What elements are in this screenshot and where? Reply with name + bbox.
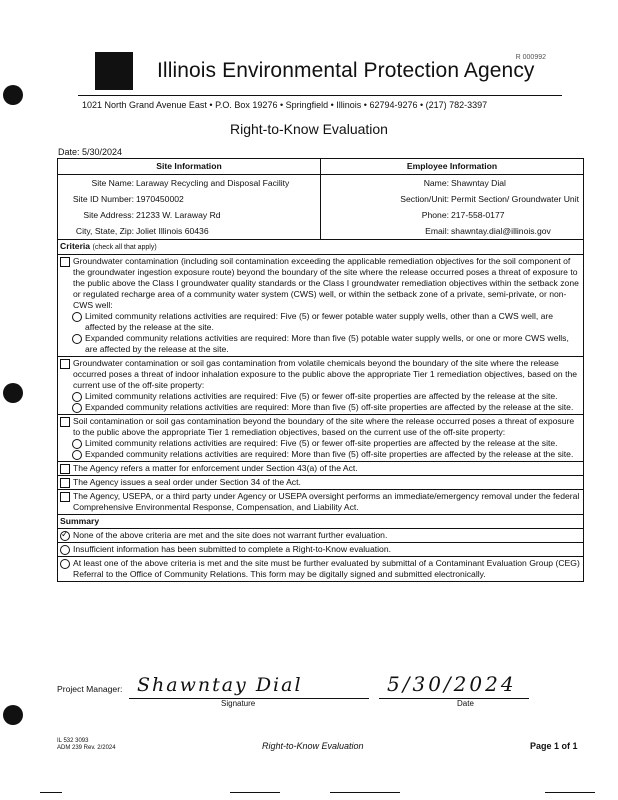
signature-row xyxy=(57,672,582,708)
employee-info xyxy=(321,175,583,239)
project-manager-label: Project Manager: xyxy=(57,684,123,694)
summary-heading: Summary xyxy=(58,515,583,529)
page-number: Page 1 of 1 xyxy=(530,741,578,751)
summary-option: Insufficient information has been submitted to complete a Right-to-Know evaluation. xyxy=(58,543,583,557)
email-value[interactable]: shawntay.dial@illinois.gov xyxy=(451,225,551,236)
criteria-note: (check all that apply) xyxy=(92,244,157,251)
field-label: Site ID Number: xyxy=(72,193,134,204)
criteria-groundwater: Groundwater contamination (including soil contamination exceeding the applicable remediation objectives for the soil component of the groundwater ingestion exposure route) beyond the boundary of the site where the release occurred poses a threat of exposure to the public above the Class I groundwater quality standards or the Class I groundwater remediation objectives within the setback zone or regulated recharge area of a community water system (CWS) well, or within the setback zone of a private, semi-private, or non-CWS well: Limited community relations activities are required: Five (5) or fewer potable water supply wells, other than a CWS well, are affected by the release at the site. Expanded community relations activities are required: More than five (5) potable water supply wells, or one or more CWS wells, are affected by the release at the site. xyxy=(58,255,583,357)
radio-button[interactable] xyxy=(72,450,82,460)
radio-button[interactable] xyxy=(60,545,70,555)
header-rule xyxy=(78,95,562,96)
signature-caption: Signature xyxy=(221,699,256,708)
footer-title: Right-to-Know Evaluation xyxy=(262,741,364,751)
criteria-emergency-removal: The Agency, USEPA, or a third party under Agency or USEPA oversight performs an immediate/emergency removal under the federal Comprehensive Environmental Response, Compensation, and Liability Act. xyxy=(58,490,583,515)
punch-hole xyxy=(3,705,23,725)
signature-image[interactable]: Shawntay Dial xyxy=(137,674,303,696)
summary-option: At least one of the above criteria is met and the site must be further evaluated by submittal of a Contaminant Evaluation Group (CEG) Referral to the Office of Community Relations. This form may be digitally signed and submitted electronically. xyxy=(58,557,583,581)
criteria-checkbox[interactable] xyxy=(60,464,70,474)
site-name-value[interactable]: Laraway Recycling and Disposal Facility xyxy=(136,177,290,188)
signed-date[interactable]: 5/30/2024 xyxy=(387,672,517,696)
document-title: Right-to-Know Evaluation xyxy=(230,121,388,137)
criteria-checkbox[interactable] xyxy=(60,257,70,267)
criteria-indoor-inhalation: Groundwater contamination or soil gas contamination from volatile chemicals beyond the boundary of the site where the release occurred poses a threat of indoor inhalation exposure to the public above the appropriate Tier 1 remediation objectives, based on the current use of the off-site property: Limited community relations activities are required: Five (5) or fewer off-site properties are affected by the release at the site. Expanded community relations activities are required: More than five (5) off-site properties are affected by the release at the site. xyxy=(58,357,583,415)
radio-button-selected[interactable] xyxy=(60,531,70,541)
criteria-seal-order: The Agency issues a seal order under Section 34 of the Act. xyxy=(58,476,583,490)
criteria-checkbox[interactable] xyxy=(60,478,70,488)
agency-name: Illinois Environmental Protection Agency xyxy=(157,59,535,82)
evaluation-form xyxy=(57,158,584,582)
radio-button[interactable] xyxy=(72,334,82,344)
field-label: Name: xyxy=(423,177,449,188)
divider xyxy=(545,792,595,793)
field-label: Email: xyxy=(425,225,449,236)
field-label: Phone: xyxy=(421,209,449,220)
form-codes: IL 532 3093 ADM 239 Rev. 2/2024 xyxy=(57,738,116,751)
site-info-heading: Site Information xyxy=(58,159,321,174)
evaluation-date: Date: 5/30/2024 xyxy=(58,147,123,157)
date-caption: Date xyxy=(457,699,474,708)
radio-button[interactable] xyxy=(72,403,82,413)
criteria-enforcement: The Agency refers a matter for enforcement under Section 43(a) of the Act. xyxy=(58,462,583,476)
criteria-checkbox[interactable] xyxy=(60,417,70,427)
site-id-value[interactable]: 1970450002 xyxy=(136,193,184,204)
criteria-checkbox[interactable] xyxy=(60,492,70,502)
field-label: City, State, Zip: xyxy=(75,225,134,236)
employee-info-heading: Employee Information xyxy=(406,161,498,171)
field-label: Section/Unit: xyxy=(400,193,449,204)
punch-hole xyxy=(3,383,23,403)
file-id: R 000992 xyxy=(515,54,546,61)
criteria-heading: Criteria (check all that apply) xyxy=(58,240,583,255)
agency-address: 1021 North Grand Avenue East • P.O. Box 19276 • Springfield • Illinois • 62794-9276 • (217) 782-3397 xyxy=(82,100,488,110)
section-unit-value[interactable]: Permit Section/ Groundwater Unit xyxy=(451,193,580,204)
site-city-value[interactable]: Joliet Illinois 60436 xyxy=(136,225,209,236)
criteria-checkbox[interactable] xyxy=(60,359,70,369)
divider xyxy=(330,792,400,793)
site-info xyxy=(58,175,321,239)
radio-button[interactable] xyxy=(60,559,70,569)
field-label: Site Name: xyxy=(91,177,134,188)
site-address-value[interactable]: 21233 W. Laraway Rd xyxy=(136,209,221,220)
divider xyxy=(40,792,62,793)
radio-button[interactable] xyxy=(72,312,82,322)
field-label: Site Address: xyxy=(83,209,134,220)
summary-option: ✓ None of the above criteria are met and the site does not warrant further evaluation. xyxy=(58,529,583,543)
agency-logo xyxy=(95,52,133,90)
employee-name-value[interactable]: Shawntay Dial xyxy=(451,177,506,188)
criteria-soil: Soil contamination or soil gas contamination beyond the boundary of the site where the release occurred poses a threat of exposure to the public above the appropriate Tier 1 remediation objectives, based on the current use of the off-site property: Limited community relations activities are required: Five (5) or fewer off-site properties are affected by the release at the site. Expanded community relations activities are required: More than five (5) off-site properties are affected by the release at the site. xyxy=(58,415,583,462)
radio-button[interactable] xyxy=(72,392,82,402)
divider xyxy=(230,792,280,793)
phone-value[interactable]: 217-558-0177 xyxy=(451,209,505,220)
date-line xyxy=(379,698,529,699)
radio-button[interactable] xyxy=(72,439,82,449)
punch-hole xyxy=(3,85,23,105)
